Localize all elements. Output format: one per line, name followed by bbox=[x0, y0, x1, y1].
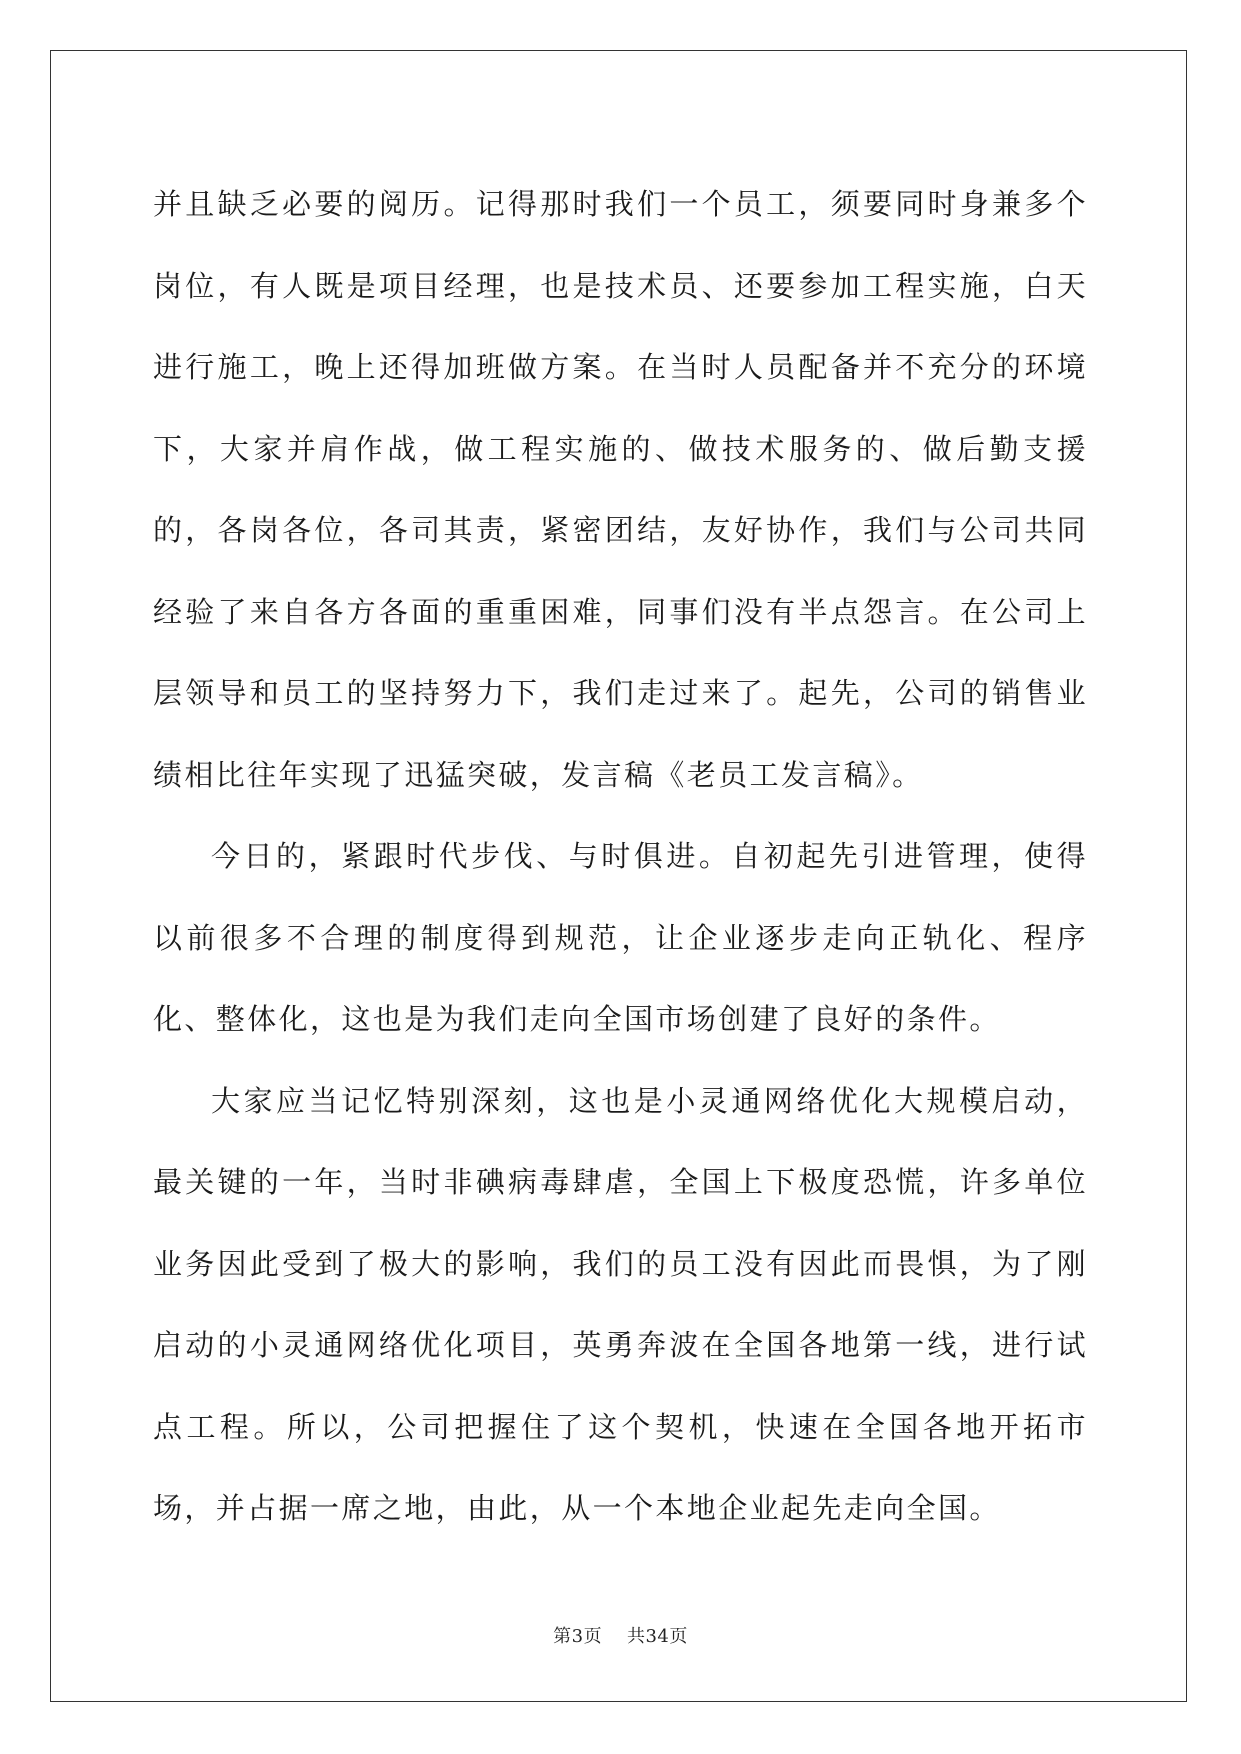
page-total: 共34页 bbox=[626, 1626, 688, 1647]
document-body bbox=[153, 164, 1088, 1550]
page-number: 第3页 bbox=[553, 1626, 603, 1647]
paragraph-1: 并且缺乏必要的阅历。记得那时我们一个员工，须要同时身兼多个岗位，有人既是项目经理，也是技术员、还要参加工程实施，白天进行施工，晚上还得加班做方案。在当时人员配备并不充分的环境下，大家并肩作战，做工程实施的、做技术服务的、做后勤支援的，各岗各位，各司其责，紧密团结，友好协作，我们与公司共同经验了来自各方各面的重重困难，同事们没有半点怨言。在公司上层领导和员工的坚持努力下，我们走过来了。起先，公司的销售业绩相比往年实现了迅猛突破，发言稿《老员工发言稿》。 bbox=[153, 187, 1088, 792]
paragraph-2: 今日的，紧跟时代步伐、与时俱进。自初起先引进管理，使得以前很多不合理的制度得到规范，让企业逐步走向正轨化、程序化、整体化，这也是为我们走向全国市场创建了良好的条件。 bbox=[153, 839, 1088, 1036]
paragraph-3: 大家应当记忆特别深刻，这也是小灵通网络优化大规模启动，最关键的一年，当时非碘病毒肆虐，全国上下极度恐慌，许多单位业务因此受到了极大的影响，我们的员工没有因此而畏惧，为了刚启动的小灵通网络优化项目，英勇奔波在全国各地第一线，进行试点工程。所以，公司把握住了这个契机，快速在全国各地开拓市场，并占据一席之地，由此，从一个本地企业起先走向全国。 bbox=[153, 1083, 1088, 1525]
page-footer bbox=[0, 1622, 1241, 1648]
